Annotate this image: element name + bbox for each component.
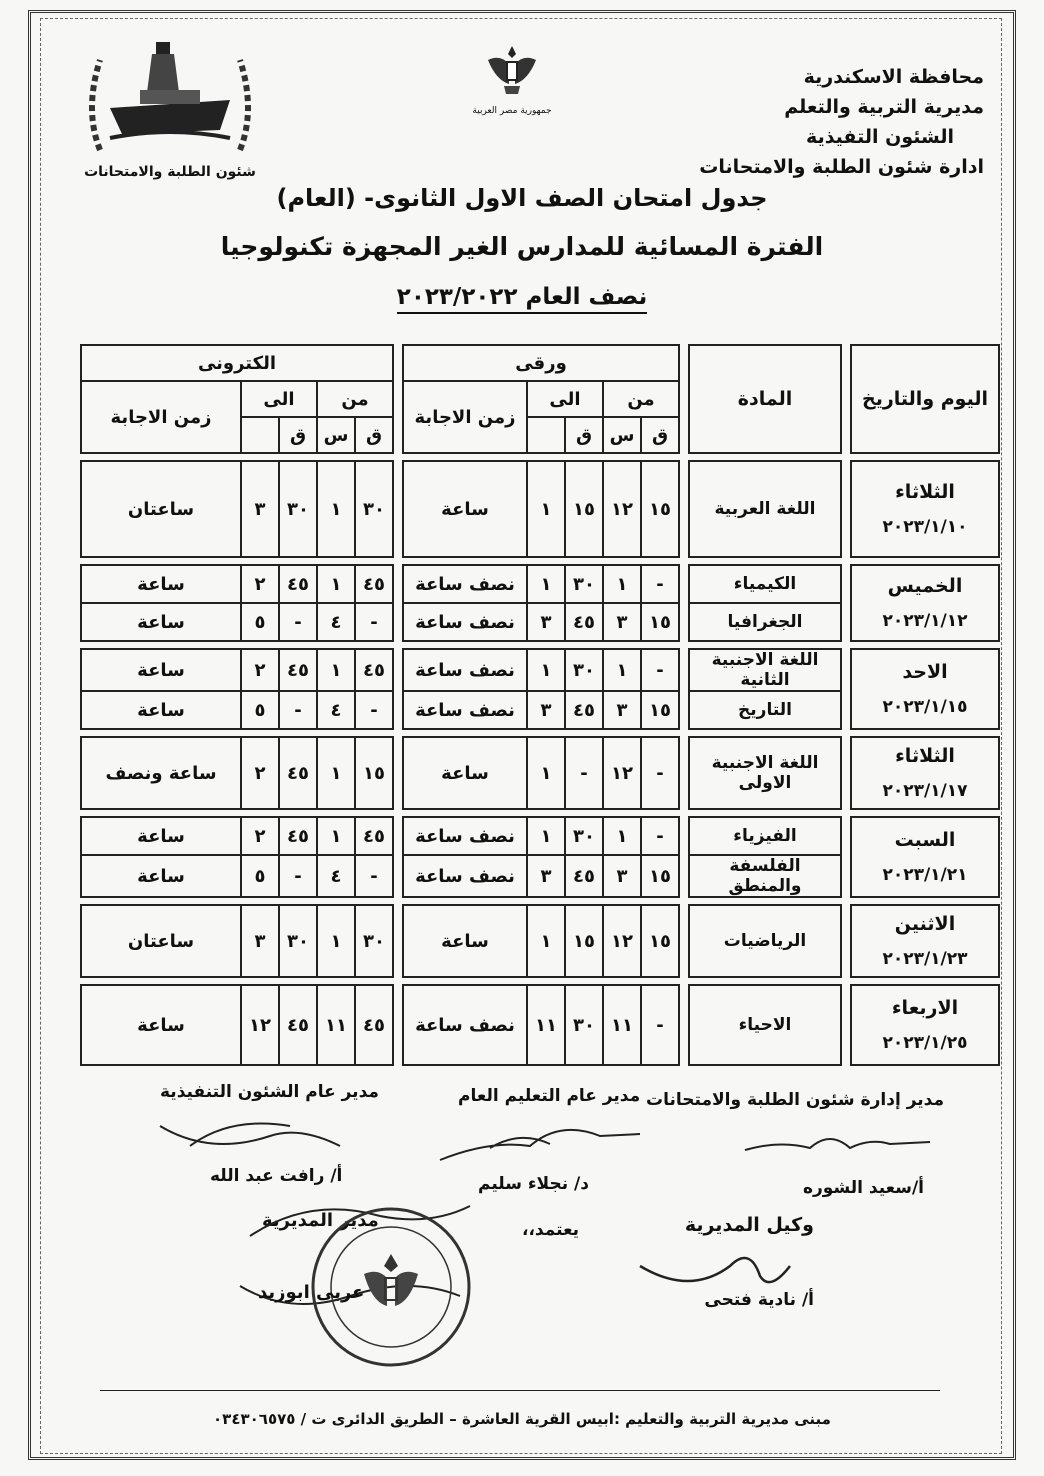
header-electronic-duration: زمن الاجابة <box>81 381 241 453</box>
paper-p-from-s-cell: ٣ <box>603 855 641 897</box>
paper-p-from-q-cell: ١٥ <box>641 691 679 729</box>
subject-cell: التاريخ <box>689 691 841 729</box>
signature-title-general-education: مدير عام التعليم العام <box>458 1086 641 1106</box>
electronic-e-to-q-cell: ٣٠ <box>279 905 317 977</box>
electronic-e-to-q-cell: - <box>279 603 317 641</box>
signature-name-executive-affairs: أ/ رافت عبد الله <box>210 1166 343 1186</box>
date-label: ٢٠٢٣/١/٢١ <box>882 865 968 885</box>
group-spacer <box>81 897 999 905</box>
day-date-cell <box>851 461 999 557</box>
paper-p-to-s-cell: ٣ <box>527 603 565 641</box>
logo-caption: شئون الطلبة والامتحانات <box>84 164 256 180</box>
signature-title-students-affairs: مدير إدارة شئون الطلبة والامتحانات <box>646 1090 944 1110</box>
paper-p-dur-cell: نصف ساعة <box>403 691 527 729</box>
group-spacer <box>81 977 999 985</box>
paper-p-to-s-cell: ١١ <box>527 985 565 1065</box>
electronic-e-dur-cell: ساعتان <box>81 461 241 557</box>
date-label: ٢٠٢٣/١/٢٥ <box>882 1033 968 1053</box>
electronic-e-from-q-cell: ٤٥ <box>355 565 393 603</box>
paper-p-from-q-cell: ١٥ <box>641 603 679 641</box>
signature-title-executive-affairs: مدير عام الشئون التنفيذية <box>160 1082 379 1102</box>
date-label: ٢٠٢٣/١/٢٣ <box>882 949 968 969</box>
schedule-row <box>81 461 999 557</box>
header-paper-from: من <box>603 381 679 417</box>
paper-p-to-s-cell: ٣ <box>527 691 565 729</box>
electronic-e-to-s-cell: ٥ <box>241 855 279 897</box>
paper-p-to-q-cell: ٣٠ <box>565 985 603 1065</box>
signature-scribble-4 <box>630 1236 800 1296</box>
subject-cell: الرياضيات <box>689 905 841 977</box>
electronic-e-from-q-cell: ٣٠ <box>355 905 393 977</box>
paper-p-to-q-cell: ٤٥ <box>565 855 603 897</box>
electronic-e-from-q-cell: - <box>355 603 393 641</box>
group-spacer <box>81 453 999 461</box>
footer-divider <box>100 1390 940 1391</box>
schedule-row <box>81 737 999 809</box>
paper-p-dur-cell: نصف ساعة <box>403 855 527 897</box>
header-right-block <box>699 62 984 182</box>
group-spacer <box>81 809 999 817</box>
electronic-e-dur-cell: ساعة ونصف <box>81 737 241 809</box>
paper-p-from-q-cell: - <box>641 737 679 809</box>
department-logo <box>70 30 270 180</box>
electronic-e-from-q-cell: ٤٥ <box>355 649 393 691</box>
paper-p-from-q-cell: ١٥ <box>641 855 679 897</box>
day-label: الاحد <box>902 661 948 683</box>
electronic-e-to-s-cell: ٢ <box>241 565 279 603</box>
electronic-e-dur-cell: ساعتان <box>81 905 241 977</box>
date-label: ٢٠٢٣/١/١٥ <box>882 697 968 717</box>
date-label: ٢٠٢٣/١/١٧ <box>882 781 968 801</box>
electronic-e-dur-cell: ساعة <box>81 565 241 603</box>
electronic-e-to-q-cell: ٤٥ <box>279 737 317 809</box>
electronic-e-from-s-cell: ١ <box>317 461 355 557</box>
header-electronic-to-s <box>241 417 279 453</box>
day-date-cell <box>851 817 999 897</box>
paper-p-from-s-cell: ١ <box>603 565 641 603</box>
subject-cell: اللغة الاجنبية الاولى <box>689 737 841 809</box>
electronic-e-from-q-cell: ١٥ <box>355 737 393 809</box>
day-label: الخميس <box>887 575 963 597</box>
electronic-e-dur-cell: ساعة <box>81 691 241 729</box>
electronic-e-to-q-cell: ٤٥ <box>279 817 317 855</box>
electronic-e-from-q-cell: - <box>355 691 393 729</box>
paper-p-to-s-cell: ١ <box>527 649 565 691</box>
header-paper: ورقى <box>403 345 679 381</box>
paper-p-to-q-cell: ٤٥ <box>565 603 603 641</box>
subject-cell: الفيزياء <box>689 817 841 855</box>
signature-name-general-education: د/ نجلاء سليم <box>478 1174 589 1194</box>
schedule-row <box>81 817 999 855</box>
paper-p-dur-cell: ساعة <box>403 737 527 809</box>
paper-p-dur-cell: ساعة <box>403 905 527 977</box>
electronic-e-to-q-cell: ٤٥ <box>279 649 317 691</box>
paper-p-to-q-cell: ٤٥ <box>565 691 603 729</box>
signature-scribble-3 <box>150 1106 350 1166</box>
header-electronic: الكترونى <box>81 345 393 381</box>
electronic-e-dur-cell: ساعة <box>81 649 241 691</box>
signature-name-deputy: أ/ نادية فتحى <box>704 1290 814 1310</box>
paper-p-to-s-cell: ١ <box>527 905 565 977</box>
electronic-e-to-s-cell: ٣ <box>241 461 279 557</box>
header-line-1: محافظة الاسكندرية <box>803 66 984 88</box>
paper-p-from-s-cell: ١ <box>603 649 641 691</box>
paper-p-from-s-cell: ١٢ <box>603 461 641 557</box>
paper-p-from-q-cell: - <box>641 817 679 855</box>
signature-scribble-2 <box>430 1110 650 1170</box>
electronic-e-from-s-cell: ١ <box>317 817 355 855</box>
electronic-e-to-q-cell: ٤٥ <box>279 985 317 1065</box>
electronic-e-from-s-cell: ١ <box>317 737 355 809</box>
signature-title-director: مدير المديرية <box>262 1210 379 1231</box>
day-label: الاثنين <box>894 913 956 935</box>
electronic-e-to-s-cell: ٢ <box>241 817 279 855</box>
day-label: الثلاثاء <box>895 481 955 503</box>
subject-cell: اللغة الاجنبية الثانية <box>689 649 841 691</box>
approval-label: يعتمد،، <box>522 1220 580 1240</box>
electronic-e-to-q-cell: - <box>279 855 317 897</box>
day-label: السبت <box>894 829 956 851</box>
electronic-e-from-q-cell: ٤٥ <box>355 817 393 855</box>
signature-title-deputy: وكيل المديرية <box>684 1214 814 1236</box>
header-electronic-from-q: ق <box>355 417 393 453</box>
electronic-e-to-s-cell: ٢ <box>241 649 279 691</box>
electronic-e-to-s-cell: ٥ <box>241 691 279 729</box>
signature-name-director: عربى ابوزيد <box>258 1282 365 1303</box>
eagle-caption: جمهورية مصر العربية <box>472 106 552 116</box>
paper-p-dur-cell: نصف ساعة <box>403 649 527 691</box>
exam-subtitle: الفترة المسائية للمدارس الغير المجهزة تكنولوجيا <box>220 232 824 261</box>
paper-p-to-q-cell: - <box>565 737 603 809</box>
paper-p-to-q-cell: ١٥ <box>565 905 603 977</box>
day-date-cell <box>851 985 999 1065</box>
electronic-e-to-s-cell: ١٢ <box>241 985 279 1065</box>
electronic-e-from-s-cell: ١ <box>317 649 355 691</box>
header-electronic-from-s: س <box>317 417 355 453</box>
signature-scribble-1 <box>740 1120 940 1160</box>
day-date-cell <box>851 905 999 977</box>
electronic-e-from-s-cell: ٤ <box>317 691 355 729</box>
paper-p-from-q-cell: - <box>641 565 679 603</box>
electronic-e-to-q-cell: ٤٥ <box>279 565 317 603</box>
paper-p-dur-cell: ساعة <box>403 461 527 557</box>
electronic-e-to-q-cell: ٣٠ <box>279 461 317 557</box>
header-line-2: مديرية التربية والتعلم <box>784 96 984 118</box>
paper-p-dur-cell: نصف ساعة <box>403 985 527 1065</box>
group-spacer <box>81 557 999 565</box>
paper-p-dur-cell: نصف ساعة <box>403 603 527 641</box>
electronic-e-to-s-cell: ٣ <box>241 905 279 977</box>
paper-p-from-s-cell: ٣ <box>603 691 641 729</box>
electronic-e-from-q-cell: - <box>355 855 393 897</box>
day-date-cell <box>851 649 999 729</box>
electronic-e-from-s-cell: ١ <box>317 565 355 603</box>
group-spacer <box>81 641 999 649</box>
paper-p-from-q-cell: ١٥ <box>641 905 679 977</box>
exam-term <box>0 284 1044 310</box>
header-electronic-to-q: ق <box>279 417 317 453</box>
header-paper-from-s: س <box>603 417 641 453</box>
electronic-e-from-q-cell: ٤٥ <box>355 985 393 1065</box>
header-subject: المادة <box>689 345 841 453</box>
paper-p-dur-cell: نصف ساعة <box>403 817 527 855</box>
paper-p-to-q-cell: ١٥ <box>565 461 603 557</box>
header-electronic-from: من <box>317 381 393 417</box>
day-date-cell <box>851 737 999 809</box>
electronic-e-dur-cell: ساعة <box>81 603 241 641</box>
paper-p-from-s-cell: ١ <box>603 817 641 855</box>
exam-title: جدول امتحان الصف الاول الثانوى- (العام) <box>276 184 768 212</box>
electronic-e-to-q-cell: - <box>279 691 317 729</box>
header-paper-to-s <box>527 417 565 453</box>
signature-name-students-affairs: أ/سعيد الشوره <box>802 1178 924 1198</box>
paper-p-to-s-cell: ١ <box>527 461 565 557</box>
electronic-e-from-s-cell: ١ <box>317 905 355 977</box>
header-line-3: الشئون التفيذية <box>806 126 954 148</box>
subject-cell: الجغرافيا <box>689 603 841 641</box>
subject-cell: اللغة العربية <box>689 461 841 557</box>
electronic-e-dur-cell: ساعة <box>81 855 241 897</box>
electronic-e-dur-cell: ساعة <box>81 817 241 855</box>
paper-p-from-q-cell: - <box>641 985 679 1065</box>
paper-p-to-q-cell: ٣٠ <box>565 817 603 855</box>
electronic-e-to-s-cell: ٢ <box>241 737 279 809</box>
paper-p-to-s-cell: ٣ <box>527 855 565 897</box>
paper-p-from-q-cell: - <box>641 649 679 691</box>
electronic-e-dur-cell: ساعة <box>81 985 241 1065</box>
day-date-cell <box>851 565 999 641</box>
subject-cell: الاحياء <box>689 985 841 1065</box>
paper-p-from-s-cell: ١١ <box>603 985 641 1065</box>
paper-p-from-s-cell: ٣ <box>603 603 641 641</box>
date-label: ٢٠٢٣/١/١٠ <box>882 517 968 537</box>
header-electronic-to: الى <box>241 381 317 417</box>
subject-cell: الفلسفة والمنطق <box>689 855 841 897</box>
day-label: الاربعاء <box>891 997 959 1019</box>
electronic-e-from-s-cell: ٤ <box>317 855 355 897</box>
header-day-date: اليوم والتاريخ <box>851 345 999 453</box>
lighthouse-ship-logo <box>70 30 270 160</box>
paper-p-from-s-cell: ١٢ <box>603 905 641 977</box>
header-line-4: ادارة شئون الطلبة والامتحانات <box>699 156 984 178</box>
paper-p-to-s-cell: ١ <box>527 817 565 855</box>
group-spacer <box>81 729 999 737</box>
exam-term-text: نصف العام ٢٠٢٣/٢٠٢٢ <box>397 284 647 314</box>
paper-p-to-s-cell: ١ <box>527 737 565 809</box>
footer-address: مبنى مديرية التربية والتعليم :ابيس القرية العاشرة – الطريق الدائرى ت / ٠٣٤٣٠٦٥٧٥ <box>213 1410 831 1428</box>
paper-p-from-q-cell: ١٥ <box>641 461 679 557</box>
electronic-e-from-s-cell: ٤ <box>317 603 355 641</box>
header-paper-duration: زمن الاجابة <box>403 381 527 453</box>
eagle-emblem <box>472 40 552 116</box>
paper-p-from-s-cell: ١٢ <box>603 737 641 809</box>
schedule-row <box>81 649 999 691</box>
day-label: الثلاثاء <box>895 745 955 767</box>
electronic-e-to-s-cell: ٥ <box>241 603 279 641</box>
schedule-row <box>81 905 999 977</box>
header-paper-to: الى <box>527 381 603 417</box>
paper-p-to-q-cell: ٣٠ <box>565 649 603 691</box>
schedule-row <box>81 565 999 603</box>
header-paper-from-q: ق <box>641 417 679 453</box>
electronic-e-from-s-cell: ١١ <box>317 985 355 1065</box>
subject-cell: الكيمياء <box>689 565 841 603</box>
schedule-row <box>81 985 999 1065</box>
paper-p-to-q-cell: ٣٠ <box>565 565 603 603</box>
paper-p-to-s-cell: ١ <box>527 565 565 603</box>
header-paper-to-q: ق <box>565 417 603 453</box>
eagle-icon <box>482 40 542 100</box>
date-label: ٢٠٢٣/١/١٢ <box>882 611 968 631</box>
paper-p-dur-cell: نصف ساعة <box>403 565 527 603</box>
exam-schedule-table <box>80 344 1000 1066</box>
electronic-e-from-q-cell: ٣٠ <box>355 461 393 557</box>
